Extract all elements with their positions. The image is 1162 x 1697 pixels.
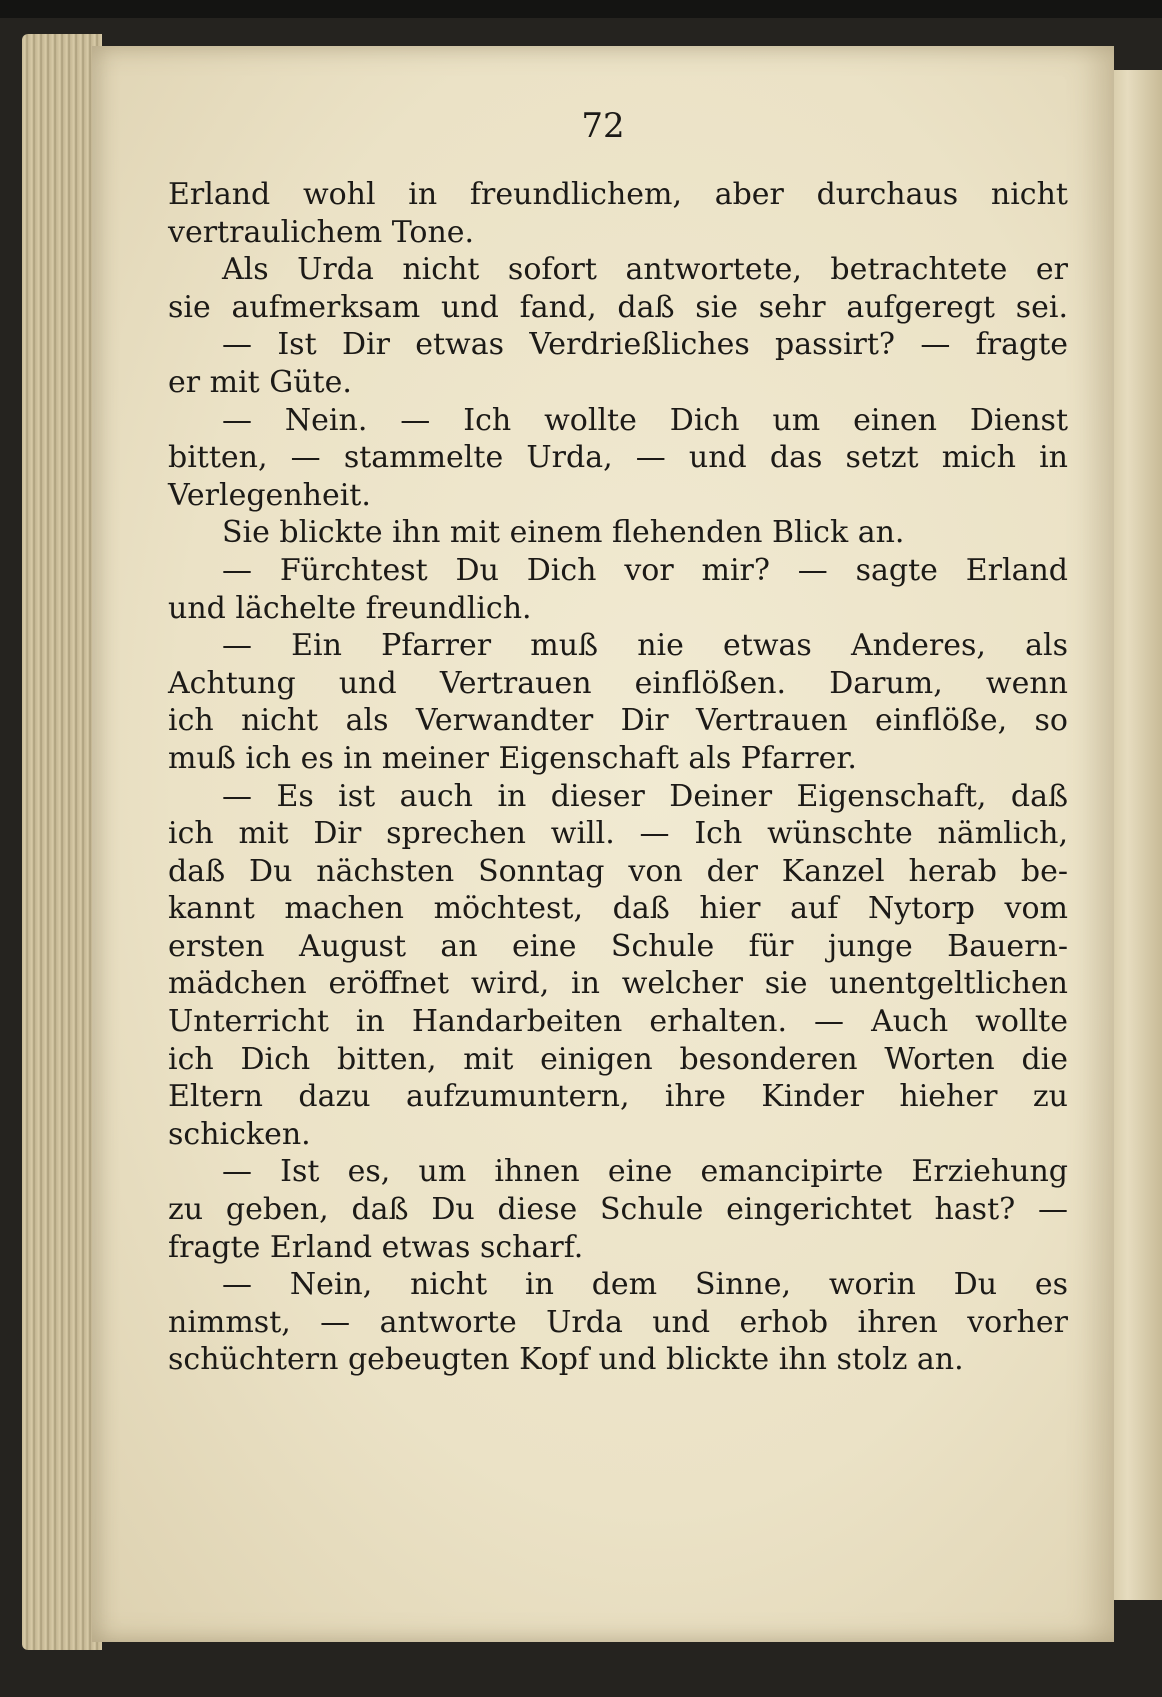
text-line: schicken.: [168, 1116, 311, 1152]
text-line: daß Du nächsten Sonntag von der Kanzel herab be-: [168, 853, 1068, 889]
text-line: sie aufmerksam und fand, daß sie sehr aufgeregt sei.: [168, 289, 1068, 325]
text-line: schüchtern gebeugten Kopf und blickte ihn stolz an.: [168, 1342, 964, 1378]
text-line: und lächelte freundlich.: [168, 590, 532, 626]
text-line: Unterricht in Handarbeiten erhalten. — Auch wollte: [168, 1004, 1068, 1040]
text-line: — Ist es, um ihnen eine emancipirte Erziehung: [222, 1154, 1068, 1190]
text-line: ich Dich bitten, mit einigen besonderen Worten die: [168, 1041, 1068, 1077]
text-line: fragte Erland etwas scharf.: [168, 1229, 584, 1265]
text-line: — Ein Pfarrer muß nie etwas Anderes, als: [222, 628, 1068, 664]
text-line: Verlegenheit.: [168, 477, 371, 513]
text-line: mädchen eröffnet wird, in welcher sie unentgeltlichen: [168, 966, 1068, 1002]
text-line: Eltern dazu aufzumuntern, ihre Kinder hieher zu: [168, 1079, 1068, 1115]
text-line: Achtung und Vertrauen einflößen. Darum, wenn: [168, 665, 1068, 701]
page-edges: [22, 34, 102, 1650]
text-line: Erland wohl in freundlichem, aber durchaus nicht: [168, 177, 1068, 212]
text-line: vertraulichem Tone.: [168, 214, 475, 250]
text-line: bitten, — stammelte Urda, — und das setzt mich in: [168, 440, 1068, 476]
text-line: — Ist Dir etwas Verdrießliches passirt? — fragte: [222, 327, 1068, 363]
text-line: ich nicht als Verwandter Dir Vertrauen einflöße, so: [168, 703, 1068, 739]
text-line: ich mit Dir sprechen will. — Ich wünschte nämlich,: [168, 816, 1068, 852]
text-line: — Fürchtest Du Dich vor mir? — sagte Erland: [222, 552, 1068, 588]
text-line: Sie blickte ihn mit einem flehenden Blick an.: [222, 515, 905, 551]
text-line: nimmst, — antworte Urda und erhob ihren vorher: [168, 1304, 1068, 1340]
page-text: [168, 176, 1068, 1379]
text-line: zu geben, daß Du diese Schule eingerichtet hast? —: [168, 1192, 1068, 1228]
text-line: ersten August an eine Schule für junge Bauern-: [168, 928, 1068, 964]
text-line: — Nein. — Ich wollte Dich um einen Dienst: [222, 402, 1068, 438]
text-line: Als Urda nicht sofort antwortete, betrachtete er: [222, 252, 1068, 288]
text-line: muß ich es in meiner Eigenschaft als Pfarrer.: [168, 740, 857, 776]
text-line: er mit Güte.: [168, 364, 352, 400]
text-line: — Es ist auch in dieser Deiner Eigenschaft, daß: [222, 778, 1068, 814]
text-line: — Nein, nicht in dem Sinne, worin Du es: [222, 1267, 1068, 1303]
page-number: 72: [581, 106, 625, 146]
text-line: kannt machen möchtest, daß hier auf Nytorp vom: [168, 891, 1068, 927]
